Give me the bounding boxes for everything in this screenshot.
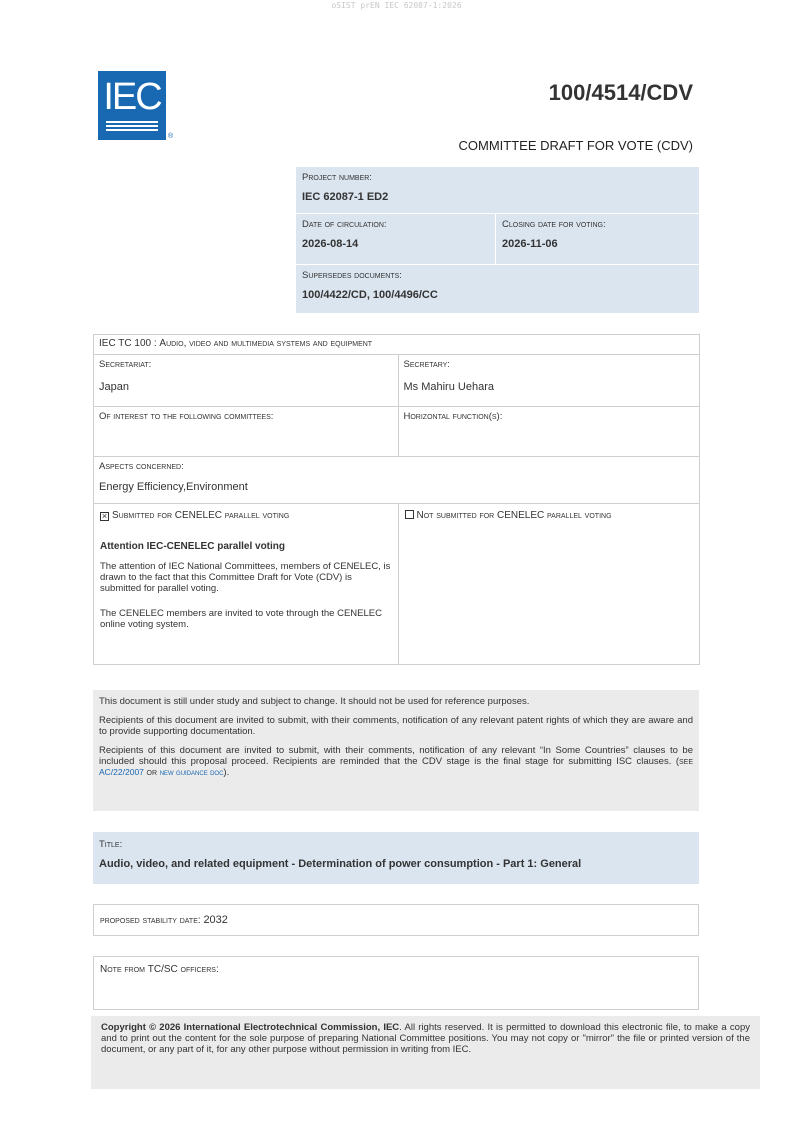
copyright-bold: Copyright © 2026 International Electrotechnical Commission, IEC <box>101 1022 400 1033</box>
submitted-option[interactable] <box>100 510 392 521</box>
interest-cell <box>94 407 399 457</box>
secretary-value: Ms Mahiru Uehara <box>403 381 494 393</box>
project-number-cell <box>296 167 699 214</box>
submitted-label: Submitted for CENELEC parallel voting <box>112 510 290 521</box>
checkbox-checked-icon[interactable]: × <box>101 511 108 521</box>
notice-p3-suffix: ). <box>223 767 230 778</box>
not-submitted-label: Not submitted for CENELEC parallel voting <box>416 510 612 521</box>
tc-row <box>94 335 700 355</box>
aspects-label: Aspects concerned: <box>99 461 184 472</box>
interest-label: Of interest to the following committees: <box>99 411 274 422</box>
supersedes-value: 100/4422/CD, 100/4496/CC <box>302 289 438 301</box>
document-type: COMMITTEE DRAFT FOR VOTE (CDV) <box>458 138 693 153</box>
watermark: oSIST prEN IEC 62087-1:2026 <box>331 1 462 10</box>
checkbox-empty-icon[interactable] <box>405 510 414 519</box>
iec-logo <box>98 71 166 140</box>
note-label-pre: Note from <box>100 964 148 975</box>
closing-date-cell <box>496 214 699 264</box>
secretary-label: Secretary: <box>403 359 450 370</box>
logo-bars <box>106 121 158 133</box>
attention-title: Attention IEC-CENELEC parallel voting <box>100 541 286 552</box>
notice-or: or <box>146 767 158 778</box>
submitted-cell <box>94 504 399 665</box>
note-label-post: officers: <box>177 964 219 975</box>
project-number-label: Project number: <box>302 172 372 183</box>
note-box <box>93 956 699 1010</box>
notice-box <box>93 690 699 811</box>
horizontal-cell <box>398 407 700 457</box>
logo-text: IEC <box>103 76 161 118</box>
aspects-cell <box>94 457 700 504</box>
circulation-date-label: Date of circulation: <box>302 219 387 230</box>
aspects-value: Energy Efficiency,Environment <box>99 481 248 493</box>
horizontal-label: Horizontal function(s): <box>403 411 503 422</box>
stability-date-box <box>93 904 699 936</box>
note-label-tc: TC/SC <box>147 964 178 975</box>
not-submitted-cell <box>398 504 700 665</box>
attention-paragraph-1: The attention of IEC National Committees, members of CENELEC, is drawn to the fact that this Committee Draft for Vote (CDV) is submitted for parallel voting. <box>100 561 391 594</box>
document-number: 100/4514/CDV <box>548 80 693 105</box>
secretary-cell <box>398 355 700 407</box>
tc-prefix: IEC TC 100 : <box>99 338 160 349</box>
notice-paragraph-3 <box>99 745 693 778</box>
stability-date-label: proposed stability date: <box>100 915 204 926</box>
circulation-date-value: 2026-08-14 <box>302 238 359 250</box>
project-info-block <box>296 167 699 313</box>
title-value: Audio, video, and related equipment - Determination of power consumption - Part 1: General <box>99 858 582 870</box>
notice-paragraph-2: Recipients of this document are invited to submit, with their comments, notification of any relevant patent rights of which they are aware and to provide supporting documentation. <box>99 715 693 737</box>
copyright-text: . All rights reserved. It is permitted to download this electronic file, to make a copy and to print out the content for the sole purpose of preparing National Committee positions. You may not copy or "mirror" the file or printed version of the document, or any part of it, for any other purpose without permission in writing from IEC. <box>101 1022 750 1055</box>
notice-paragraph-1: This document is still under study and subject to change. It should not be used for reference purposes. <box>99 696 530 707</box>
supersedes-cell <box>296 265 699 313</box>
registered-mark: ® <box>168 133 174 140</box>
notice-p3-prefix: Recipients of this document are invited to submit, with their comments, notification of any relevant “In Some Countries” clauses to be included should this proposal proceed. Recipients are reminded that the CDV stage is the final stage for submitting ISC clauses. ( <box>99 745 693 767</box>
ac-22-2007-link[interactable]: AC/22/2007 <box>99 767 144 777</box>
secretariat-cell <box>94 355 399 407</box>
secretariat-value: Japan <box>99 381 129 393</box>
title-label: Title: <box>99 839 123 850</box>
attention-paragraph-2: The CENELEC members are invited to vote through the CENELEC online voting system. <box>100 608 382 630</box>
committee-table <box>93 334 700 665</box>
title-box <box>93 832 699 884</box>
closing-date-label: Closing date for voting: <box>502 219 606 230</box>
project-number-value: IEC 62087-1 ED2 <box>302 191 389 203</box>
secretariat-label: Secretariat: <box>99 359 152 370</box>
new-guidance-doc-link[interactable]: new guidance doc <box>159 767 224 777</box>
copyright-box <box>91 1016 760 1089</box>
notice-see: see <box>678 756 693 767</box>
circulation-date-cell <box>296 214 496 264</box>
stability-date-value: 2032 <box>203 914 228 926</box>
tc-name: Audio, video and multimedia systems and equipment <box>159 338 373 349</box>
not-submitted-option[interactable] <box>405 510 694 521</box>
supersedes-label: Supersedes documents: <box>302 270 402 281</box>
closing-date-value: 2026-11-06 <box>502 238 558 250</box>
